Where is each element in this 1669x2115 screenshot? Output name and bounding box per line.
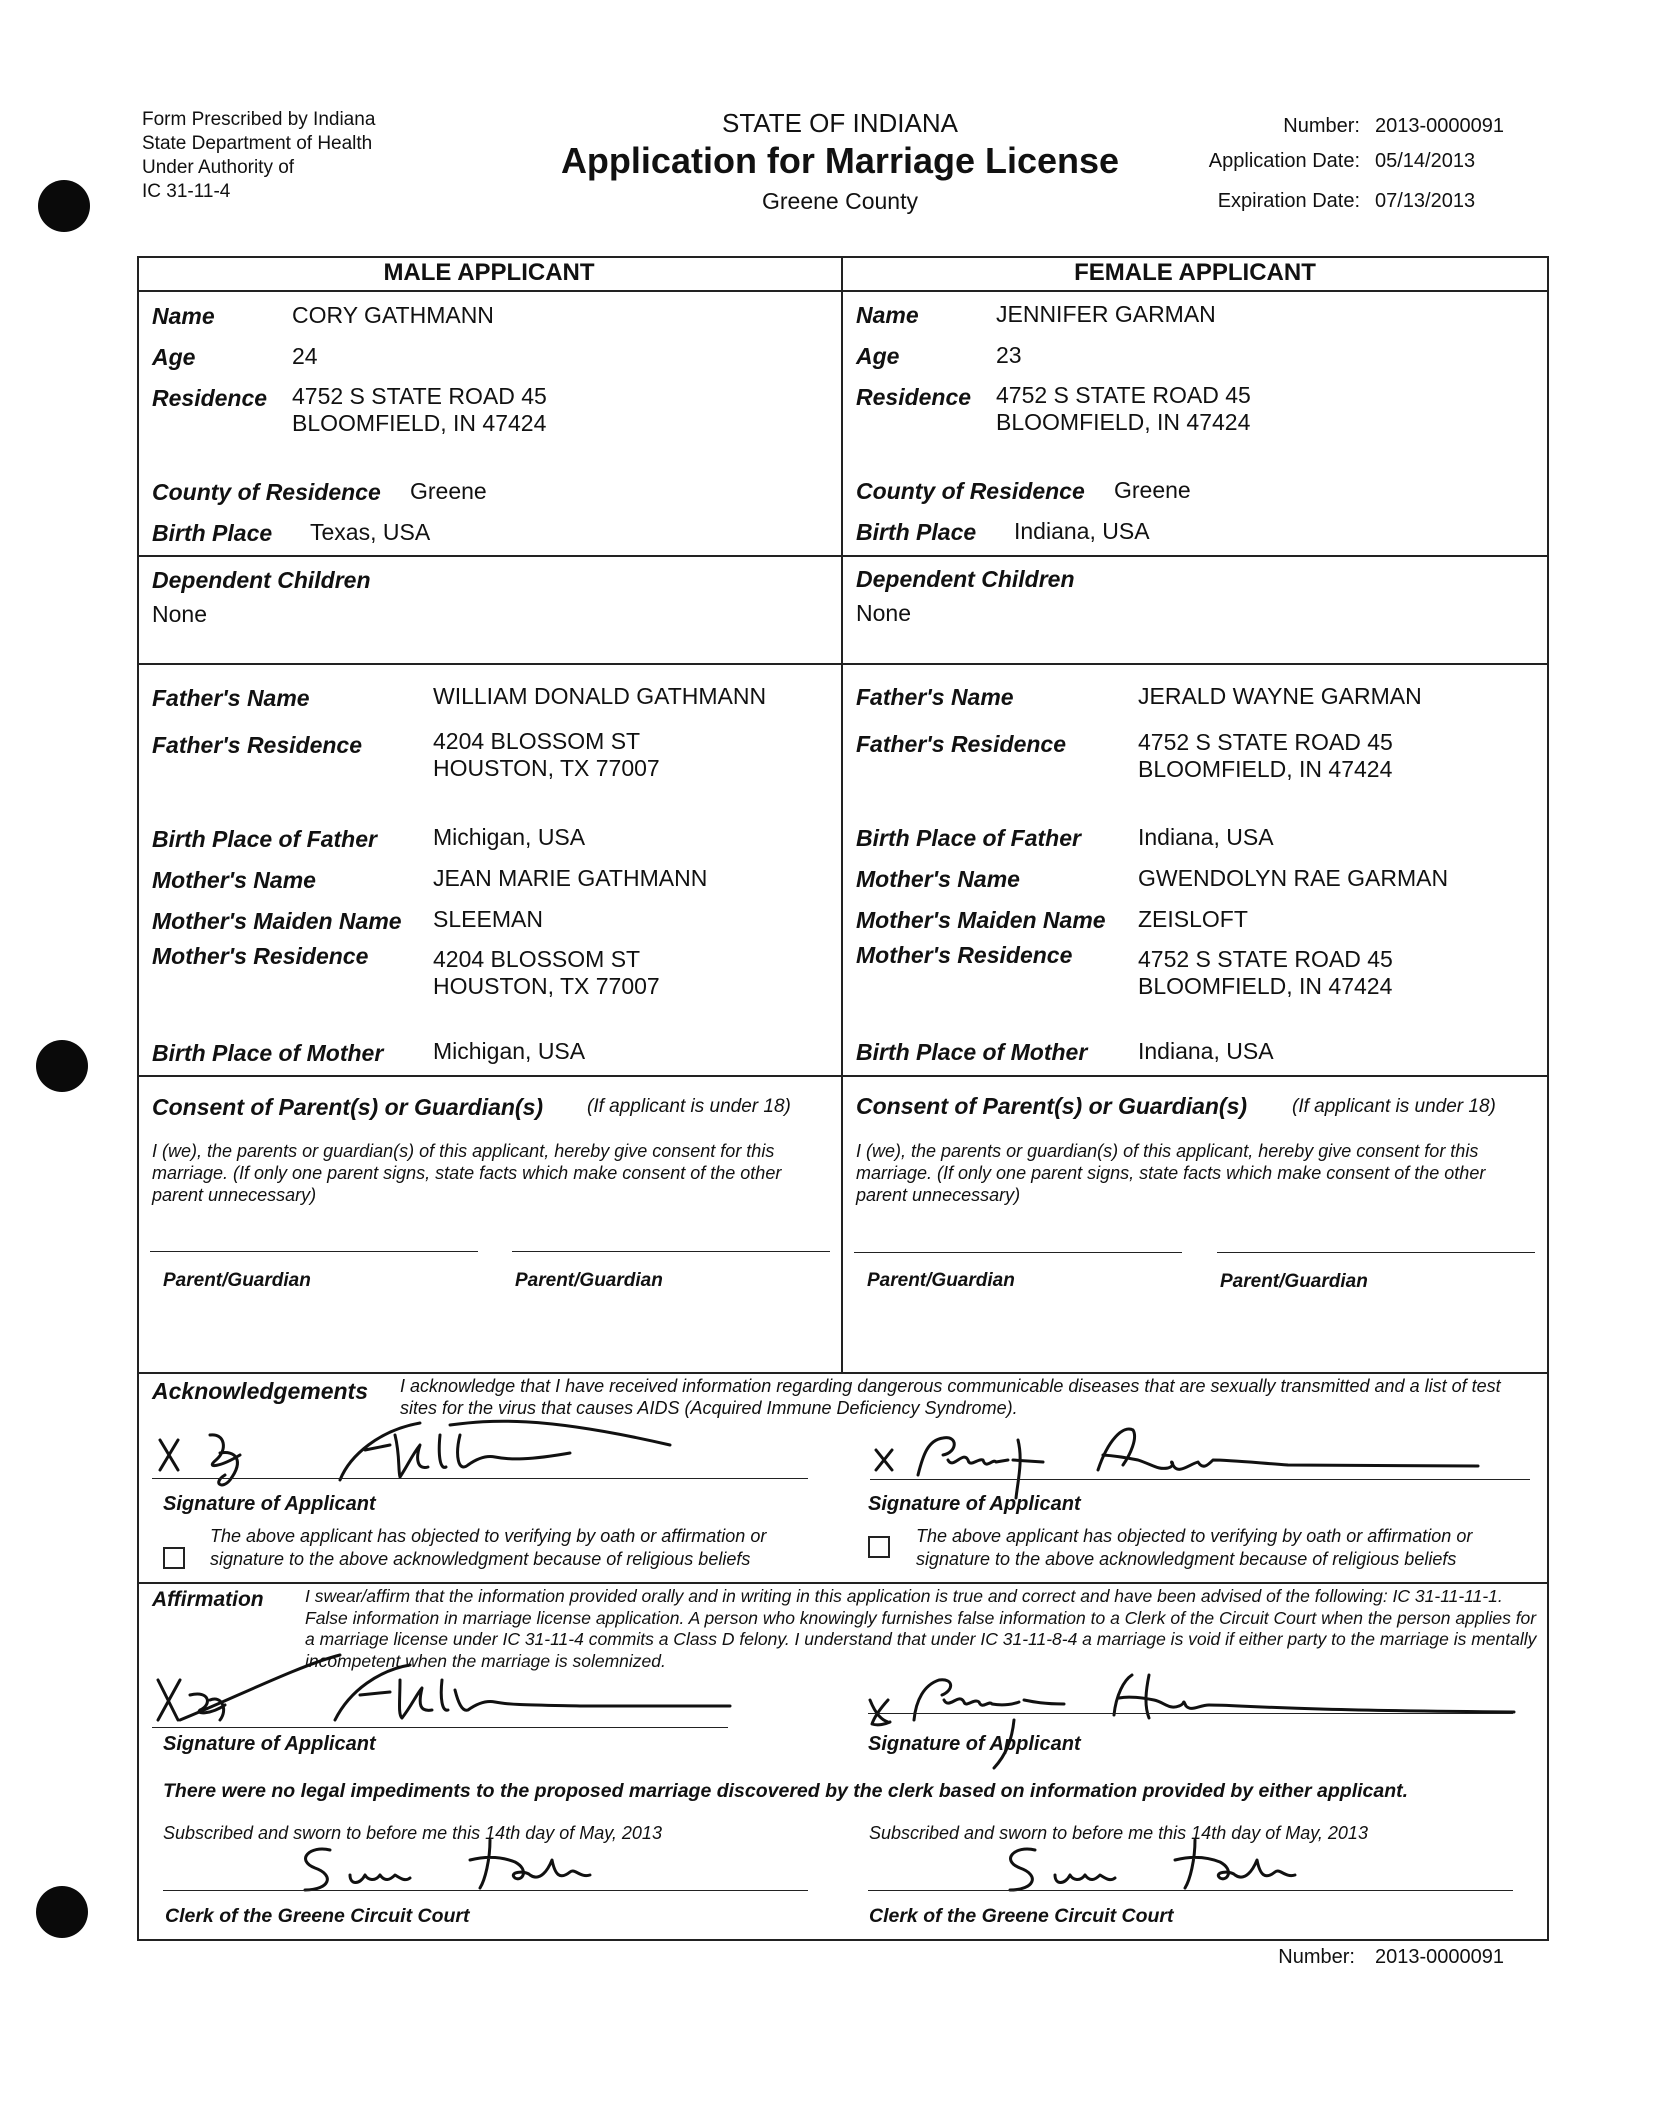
female-affirmation-signature-label: Signature of Applicant	[868, 1733, 1081, 1755]
prescribed-line-2: State Department of Health	[142, 133, 373, 154]
affirmation-text: I swear/affirm that the information provided orally and in writing in this application is true and correct and have been advised of the following: IC 31-11-11-1. False information in marriage license application. A person who knowingly furnishes false information to a Clerk of the Circuit Court when the person applies for a marriage license under IC 31-11-4 commits a Class D felony. I understand that under IC 31-11-8-4 a marriage is void if either party to the marriage is mentally incompetent when the marriage is solemnized.	[305, 1586, 1537, 1671]
male-parent-guardian-label-1: Parent/Guardian	[163, 1270, 311, 1291]
female-fathers-residence-label: Father's Residence	[856, 731, 1066, 757]
female-subscribed-text: Subscribed and sworn to before me this 14th day of May, 2013	[869, 1823, 1368, 1843]
male-objection-text: The above applicant has objected to verifying by oath or affirmation or signature to the above acknowledgment because of religious beliefs	[210, 1526, 767, 1569]
male-objection-checkbox[interactable]	[163, 1547, 185, 1569]
footer-number-value: 2013-0000091	[1375, 1946, 1505, 1968]
male-birth-place-father-value: Michigan, USA	[433, 824, 586, 850]
male-residence-line-2: BLOOMFIELD, IN 47424	[292, 410, 547, 436]
expiration-date-label: Expiration Date:	[1217, 190, 1360, 212]
female-age-value: 23	[996, 342, 1022, 368]
female-county-value: Greene	[1114, 477, 1191, 503]
female-fathers-name-value: JERALD WAYNE GARMAN	[1138, 683, 1422, 709]
male-acknowledgement-line	[152, 1478, 808, 1479]
female-residence-line-2: BLOOMFIELD, IN 47424	[996, 409, 1251, 435]
column-divider	[841, 256, 843, 1372]
female-parent-guardian-label-1: Parent/Guardian	[867, 1270, 1015, 1291]
county-title: Greene County	[762, 188, 918, 214]
rule-before-consent	[137, 1075, 1549, 1077]
female-mothers-name-label: Mother's Name	[856, 866, 1020, 892]
female-clerk-line	[868, 1890, 1513, 1891]
acknowledgements-title: Acknowledgements	[152, 1378, 368, 1404]
male-acknowledgement-signature-label: Signature of Applicant	[163, 1493, 376, 1515]
male-dependent-children-value: None	[152, 601, 207, 627]
number-value: 2013-0000091	[1375, 115, 1505, 137]
male-applicant-heading: MALE APPLICANT	[383, 259, 595, 286]
punch-hole-top	[38, 180, 90, 232]
male-residence-line-1: 4752 S STATE ROAD 45	[292, 383, 547, 409]
prescribed-by	[142, 108, 375, 204]
female-dependent-children-label: Dependent Children	[856, 566, 1075, 592]
male-affirmation-line	[152, 1727, 728, 1728]
male-dependent-children-label: Dependent Children	[152, 567, 371, 593]
male-fathers-residence-label: Father's Residence	[152, 732, 362, 758]
male-fathers-name-value: WILLIAM DONALD GATHMANN	[433, 683, 767, 709]
no-impediments-statement: There were no legal impediments to the proposed marriage discovered by the clerk based on information provided by either applicant.	[163, 1780, 1409, 1802]
male-clerk-line	[163, 1890, 808, 1891]
male-birth-place-mother-value: Michigan, USA	[433, 1038, 586, 1064]
rule-before-parents	[137, 663, 1549, 665]
male-mothers-name-label: Mother's Name	[152, 867, 316, 893]
male-county-label: County of Residence	[152, 479, 381, 505]
female-clerk-label: Clerk of the Greene Circuit Court	[869, 1905, 1174, 1927]
prescribed-line-1: Form Prescribed by Indiana	[142, 109, 376, 130]
male-fathers-name-label: Father's Name	[152, 685, 310, 711]
state-title: STATE OF INDIANA	[722, 108, 958, 138]
female-parent-guardian-line-2	[1217, 1252, 1535, 1253]
female-fathers-residence-line-2: BLOOMFIELD, IN 47424	[1138, 756, 1393, 782]
male-age-value: 24	[292, 343, 318, 369]
punch-hole-middle	[36, 1040, 88, 1092]
number-label: Number:	[1283, 115, 1360, 137]
female-applicant-heading: FEMALE APPLICANT	[1074, 259, 1316, 286]
female-objection-text: The above applicant has objected to verifying by oath or affirmation or signature to the above acknowledgment because of religious beliefs	[916, 1526, 1473, 1569]
rule-before-affirmation	[137, 1582, 1549, 1584]
female-mothers-maiden-name-value: ZEISLOFT	[1138, 906, 1248, 932]
female-parent-guardian-line-1	[854, 1252, 1182, 1253]
male-consent-note: (If applicant is under 18)	[587, 1096, 791, 1117]
male-subscribed-text: Subscribed and sworn to before me this 14th day of May, 2013	[163, 1823, 662, 1843]
male-parent-guardian-line-1	[150, 1251, 478, 1252]
male-affirmation-signature-label: Signature of Applicant	[163, 1733, 376, 1755]
male-affirmation-signature	[150, 1650, 750, 1730]
female-birth-place-father-label: Birth Place of Father	[856, 825, 1081, 851]
male-birth-place-father-label: Birth Place of Father	[152, 826, 377, 852]
female-consent-title: Consent of Parent(s) or Guardian(s)	[856, 1093, 1248, 1119]
male-parent-guardian-line-2	[512, 1251, 830, 1252]
punch-hole-bottom	[36, 1886, 88, 1938]
male-mothers-residence-line-1: 4204 BLOSSOM ST	[433, 946, 641, 972]
female-mothers-name-value: GWENDOLYN RAE GARMAN	[1138, 865, 1449, 891]
rule-before-acknowledgements	[137, 1372, 1549, 1374]
prescribed-line-3: Under Authority of	[142, 157, 295, 178]
female-parent-guardian-label-2: Parent/Guardian	[1220, 1271, 1368, 1292]
female-mothers-maiden-name-label: Mother's Maiden Name	[856, 907, 1106, 933]
female-acknowledgement-line	[870, 1479, 1530, 1480]
female-birth-place-mother-value: Indiana, USA	[1138, 1038, 1274, 1064]
male-birth-place-label: Birth Place	[152, 520, 273, 546]
female-birth-place-label: Birth Place	[856, 519, 977, 545]
male-county-value: Greene	[410, 478, 487, 504]
female-age-label: Age	[856, 343, 900, 369]
female-county-label: County of Residence	[856, 478, 1085, 504]
female-acknowledgement-signature	[868, 1420, 1488, 1500]
document-title: Application for Marriage License	[560, 140, 1120, 181]
male-name-value: CORY GATHMANN	[292, 302, 494, 328]
female-mothers-residence-line-2: BLOOMFIELD, IN 47424	[1138, 973, 1393, 999]
male-mothers-residence-line-2: HOUSTON, TX 77007	[433, 973, 660, 999]
male-mothers-name-value: JEAN MARIE GATHMANN	[433, 865, 708, 891]
male-name-label: Name	[152, 303, 215, 329]
female-affirmation-line	[868, 1713, 1513, 1714]
female-clerk-signature	[995, 1820, 1375, 1900]
female-dependent-children-value: None	[856, 600, 911, 626]
rule-before-dependents	[137, 555, 1549, 557]
male-fathers-residence-line-1: 4204 BLOSSOM ST	[433, 728, 641, 754]
application-date-value: 05/14/2013	[1375, 150, 1476, 172]
male-fathers-residence-line-2: HOUSTON, TX 77007	[433, 755, 660, 781]
female-fathers-name-label: Father's Name	[856, 684, 1014, 710]
female-residence-label: Residence	[856, 384, 972, 410]
male-birth-place-mother-label: Birth Place of Mother	[152, 1040, 384, 1066]
female-birth-place-mother-label: Birth Place of Mother	[856, 1039, 1088, 1065]
female-consent-note: (If applicant is under 18)	[1292, 1096, 1496, 1117]
female-mothers-residence-line-1: 4752 S STATE ROAD 45	[1138, 946, 1393, 972]
male-residence-label: Residence	[152, 385, 268, 411]
male-mothers-maiden-name-label: Mother's Maiden Name	[152, 908, 402, 934]
female-name-value: JENNIFER GARMAN	[996, 301, 1216, 327]
male-consent-title: Consent of Parent(s) or Guardian(s)	[152, 1094, 544, 1120]
female-birth-place-father-value: Indiana, USA	[1138, 824, 1274, 850]
female-objection-checkbox[interactable]	[868, 1536, 890, 1558]
male-consent-text: I (we), the parents or guardian(s) of this applicant, hereby give consent for this marriage. (If only one parent signs, state facts which make consent of the other parent unnecessary)	[152, 1141, 782, 1205]
male-clerk-signature	[290, 1820, 670, 1900]
male-parent-guardian-label-2: Parent/Guardian	[515, 1270, 663, 1291]
male-age-label: Age	[152, 344, 196, 370]
female-fathers-residence-line-1: 4752 S STATE ROAD 45	[1138, 729, 1393, 755]
prescribed-line-4: IC 31-11-4	[142, 181, 231, 202]
affirmation-title: Affirmation	[152, 1588, 264, 1611]
female-residence-line-1: 4752 S STATE ROAD 45	[996, 382, 1251, 408]
application-date-label: Application Date:	[1208, 150, 1360, 172]
male-mothers-maiden-name-value: SLEEMAN	[433, 906, 543, 932]
female-birth-place-value: Indiana, USA	[1014, 518, 1150, 544]
expiration-date-value: 07/13/2013	[1375, 190, 1476, 212]
male-acknowledgement-signature	[150, 1405, 750, 1495]
female-mothers-residence-label: Mother's Residence	[856, 942, 1073, 968]
male-mothers-residence-label: Mother's Residence	[152, 943, 369, 969]
acknowledgements-text: I acknowledge that I have received information regarding dangerous communicable diseases that are sexually transmitted and a list of test sites for the virus that causes AIDS (Acquired Immune Deficiency Syndrome).	[400, 1376, 1501, 1418]
male-clerk-label: Clerk of the Greene Circuit Court	[165, 1905, 470, 1927]
female-name-label: Name	[856, 302, 919, 328]
female-consent-text: I (we), the parents or guardian(s) of this applicant, hereby give consent for this marriage. (If only one parent signs, state facts which make consent of the other parent unnecessary)	[856, 1141, 1486, 1205]
male-birth-place-value: Texas, USA	[310, 519, 431, 545]
female-acknowledgement-signature-label: Signature of Applicant	[868, 1493, 1081, 1515]
footer-number-label: Number:	[1278, 1946, 1355, 1968]
rule-under-heading	[137, 290, 1549, 292]
